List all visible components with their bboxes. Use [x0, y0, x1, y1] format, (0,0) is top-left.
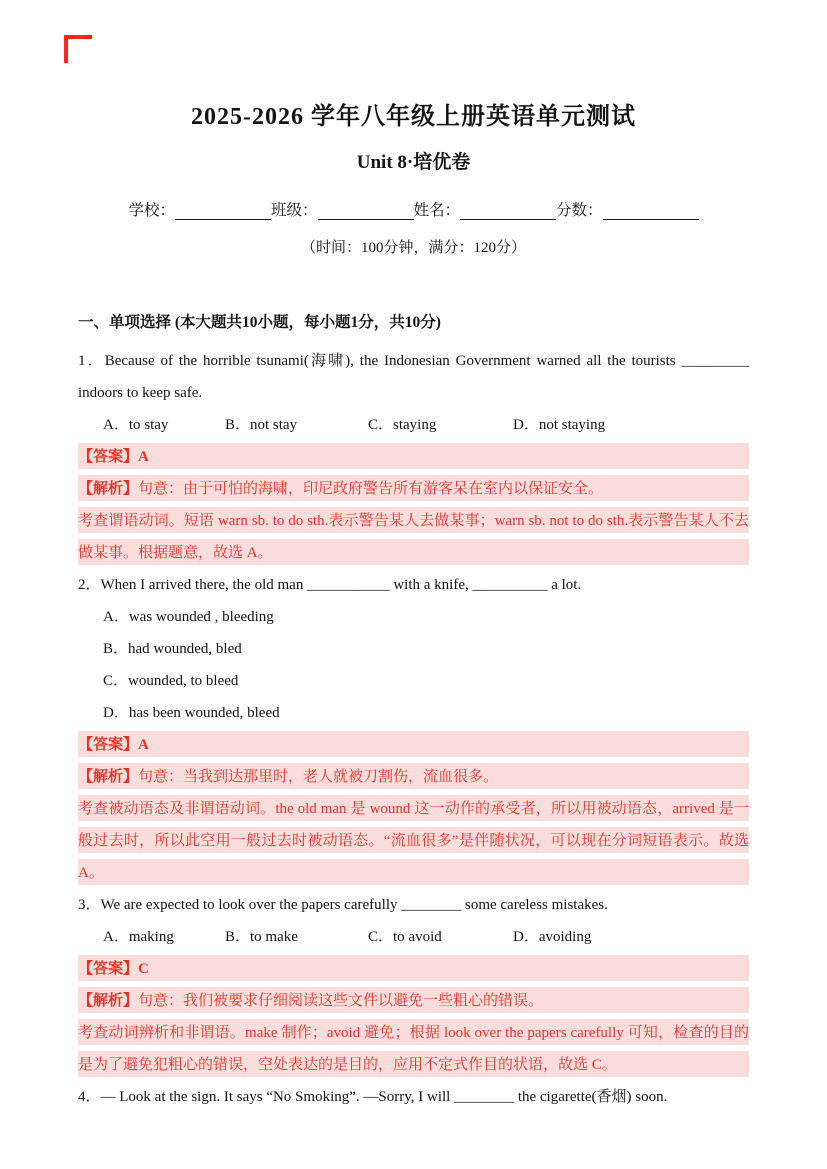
- answer-value: A: [138, 737, 149, 753]
- question-1-comment: 考查谓语动词。短语 warn sb. to do sth.表示警告某人去做某事；warn sb. not to do sth.表示警告某人不去做某事。根据题意，故选 A。: [78, 505, 749, 569]
- question-3-options: [78, 921, 749, 953]
- question-3-option-c: C．to avoid: [368, 929, 442, 945]
- section-title: 一、单项选择: [78, 314, 172, 331]
- question-1-option-c: C．staying: [368, 417, 437, 433]
- question-2-option-d: D．has been wounded, bleed: [103, 705, 280, 721]
- question-1: [78, 345, 749, 569]
- analysis-label: 【解析】: [78, 481, 139, 497]
- analysis-text: 句意：我们被要求仔细阅读这些文件以避免一些粗心的错误。: [138, 993, 544, 1009]
- answer-value: C: [138, 961, 149, 977]
- answer-value: A: [138, 449, 149, 465]
- question-2-answer-line: [78, 729, 749, 761]
- question-1-answer-line: [78, 441, 749, 473]
- question-2-comment: 考查被动语态及非谓语动词。the old man 是 wound 这一动作的承受者，所以用被动语态，arrived 是一般过去时，所以此空用一般过去时被动语态。“流血很多”是伴随状况，可以现在分词短语表示。故选 A。: [78, 793, 749, 889]
- question-2-option-c: C．wounded, to bleed: [103, 673, 239, 689]
- analysis-label: 【解析】: [78, 993, 139, 1009]
- analysis-text: 句意：当我到达那里时，老人就被刀割伤，流血很多。: [138, 769, 499, 785]
- question-2-analysis-line: [78, 761, 749, 793]
- question-1-option-a: A．to stay: [103, 417, 169, 433]
- school-label: 学校：: [128, 202, 175, 219]
- question-2-option-b: B．had wounded, bled: [103, 641, 242, 657]
- student-info-row: [78, 198, 749, 220]
- question-3-stem: 3．We are expected to look over the papers carefully ________ some careless mistakes.: [78, 897, 608, 913]
- question-4-stem: 4．— Look at the sign. It says “No Smoking”. —Sorry, I will ________ the cigarette(香烟) soon.: [78, 1089, 668, 1105]
- exam-subtitle: Unit 8·培优卷: [356, 152, 471, 173]
- score-blank: [603, 204, 699, 220]
- question-3: [78, 889, 749, 1081]
- question-2: [78, 569, 749, 889]
- exam-note: （时间：100分钟，满分：120分）: [300, 240, 526, 256]
- question-3-comment: 考查动词辨析和非谓语。make 制作；avoid 避免；根据 look over the papers carefully 可知，检查的目的是为了避免犯粗心的错误，空处表达的是目的，应用不定式作目的状语，故选 C。: [78, 1017, 749, 1081]
- class-label: 班级：: [270, 202, 318, 219]
- answer-label: 【答案】: [78, 961, 139, 977]
- exam-page: [78, 0, 749, 1113]
- school-blank: [175, 204, 271, 220]
- class-blank: [318, 204, 414, 220]
- name-blank: [460, 204, 556, 220]
- question-3-analysis-line: [78, 985, 749, 1017]
- question-1-option-d: D．not staying: [513, 417, 606, 433]
- question-3-option-a: A．making: [103, 929, 174, 945]
- answer-label: 【答案】: [78, 449, 139, 465]
- exam-title: 2025-2026 学年八年级上册英语单元测试: [191, 104, 636, 130]
- question-1-options: [78, 409, 749, 441]
- question-4: [78, 1081, 749, 1113]
- question-1-option-b: B．not stay: [225, 417, 298, 433]
- analysis-text: 句意：由于可怕的海啸，印尼政府警告所有游客呆在室内以保证安全。: [138, 481, 604, 497]
- question-1-analysis-line: [78, 473, 749, 505]
- analysis-label: 【解析】: [78, 769, 139, 785]
- name-label: 姓名：: [413, 202, 461, 219]
- question-3-answer-line: [78, 953, 749, 985]
- page-corner-mark: [64, 35, 92, 63]
- question-3-option-b: B．to make: [225, 929, 298, 945]
- question-2-option-a: A．was wounded , bleeding: [103, 609, 274, 625]
- question-1-stem: 1．Because of the horrible tsunami(海啸), the Indonesian Government warned all the tourists _________ indoors to keep safe.: [78, 353, 749, 401]
- score-label: 分数：: [556, 202, 603, 219]
- section-meta: (本大题共10小题，每小题1分，共10分): [171, 314, 441, 331]
- question-3-option-d: D．avoiding: [513, 929, 592, 945]
- question-2-stem: 2．When I arrived there, the old man ___________ with a knife, __________ a lot.: [78, 577, 582, 593]
- section-header: [78, 307, 749, 339]
- answer-label: 【答案】: [78, 737, 139, 753]
